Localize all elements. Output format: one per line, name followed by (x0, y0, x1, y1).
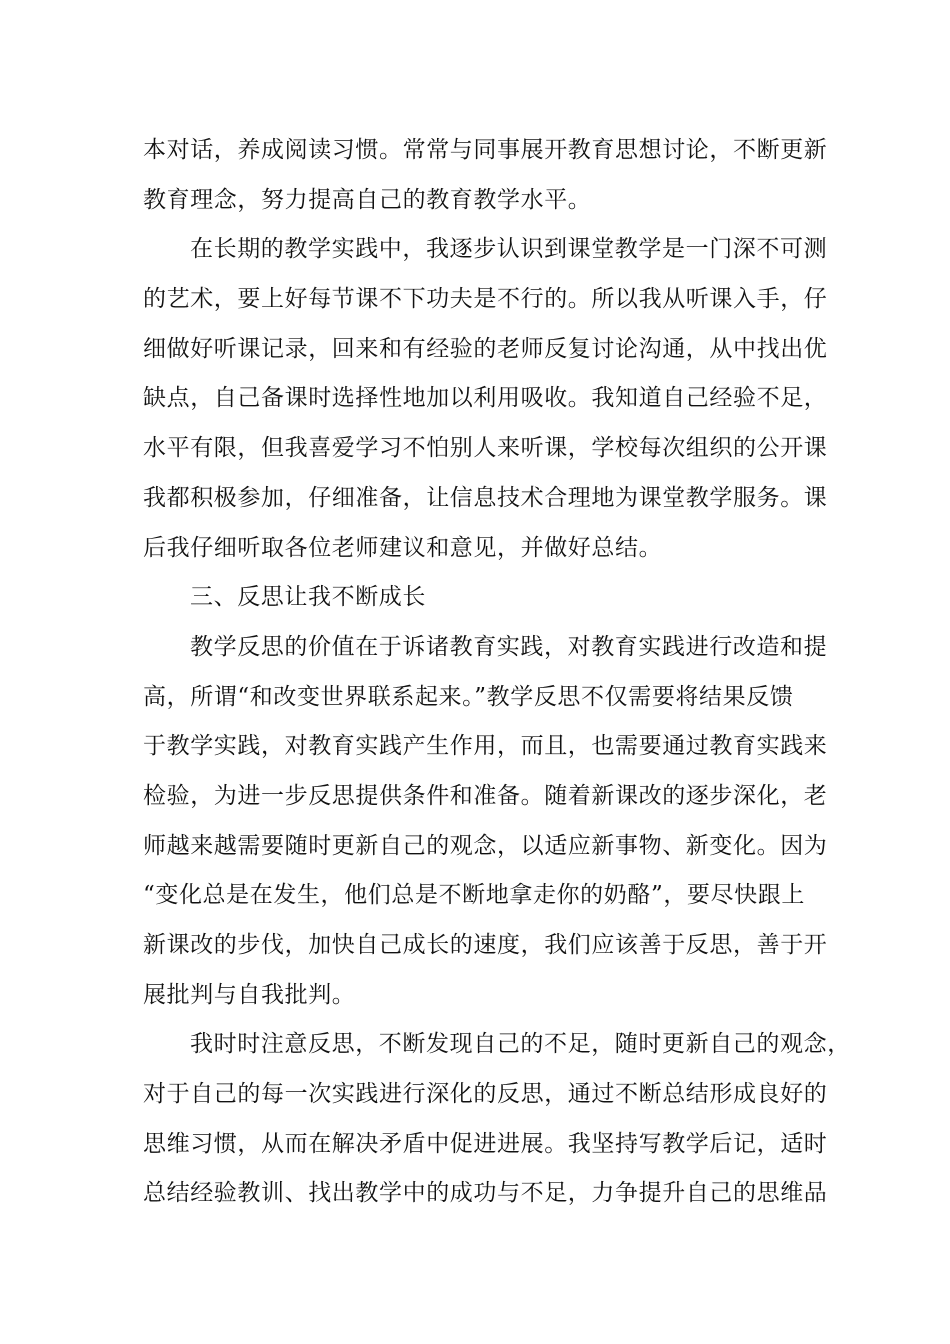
text-line: 的艺术，要上好每节课不下功夫是不行的。所以我从听课入手，仔 (143, 286, 828, 313)
text-line: “变化总是在发生，他们总是不断地拿走你的奶酪”，要尽快跟上 (143, 882, 805, 909)
body-text (143, 126, 851, 1219)
text-line: 缺点，自己备课时选择性地加以利用吸收。我知道自己经验不足， (143, 385, 828, 412)
text-line: 展批判与自我批判。 (143, 981, 356, 1008)
text-line: 细做好听课记录，回来和有经验的老师反复讨论沟通，从中找出优 (143, 335, 828, 362)
text-line: 师越来越需要随时更新自己的观念，以适应新事物、新变化。因为 (143, 832, 828, 859)
text-line: 本对话，养成阅读习惯。常常与同事展开教育思想讨论，不断更新 (143, 137, 828, 163)
text-line: 我时时注意反思，不断发现自己的不足，随时更新自己的观念， (190, 1031, 851, 1058)
text-line: 教育理念，努力提高自己的教育教学水平。 (143, 186, 592, 213)
text-line: 在长期的教学实践中，我逐步认识到课堂教学是一门深不可测 (190, 236, 828, 263)
text-line: 思维习惯，从而在解决矛盾中促进进展。我坚持写教学后记，适时 (143, 1130, 828, 1157)
text-line: 总结经验教训、找出教学中的成功与不足，力争提升自己的思维品 (143, 1180, 828, 1207)
text-line: 于教学实践，对教育实践产生作用，而且，也需要通过教育实践来 (143, 733, 828, 760)
text-line: 新课改的步伐，加快自己成长的速度，我们应该善于反思，善于开 (143, 932, 828, 958)
text-line: 对于自己的每一次实践进行深化的反思，通过不断总结形成良好的 (143, 1081, 828, 1108)
text-line: 检验，为进一步反思提供条件和准备。随着新课改的逐步深化，老 (143, 782, 828, 809)
text-line: 水平有限，但我喜爱学习不怕别人来听课，学校每次组织的公开课 (143, 435, 828, 462)
text-line: 高，所谓“和改变世界联系起来。”教学反思不仅需要将结果反馈 (143, 683, 794, 710)
text-line: 教学反思的价值在于诉诸教育实践，对教育实践进行改造和提 (190, 633, 828, 660)
section-heading: 三、反思让我不断成长 (190, 584, 426, 611)
text-line: 我都积极参加，仔细准备，让信息技术合理地为课堂教学服务。课 (143, 484, 828, 511)
text-line: 后我仔细听取各位老师建议和意见，并做好总结。 (143, 534, 663, 561)
